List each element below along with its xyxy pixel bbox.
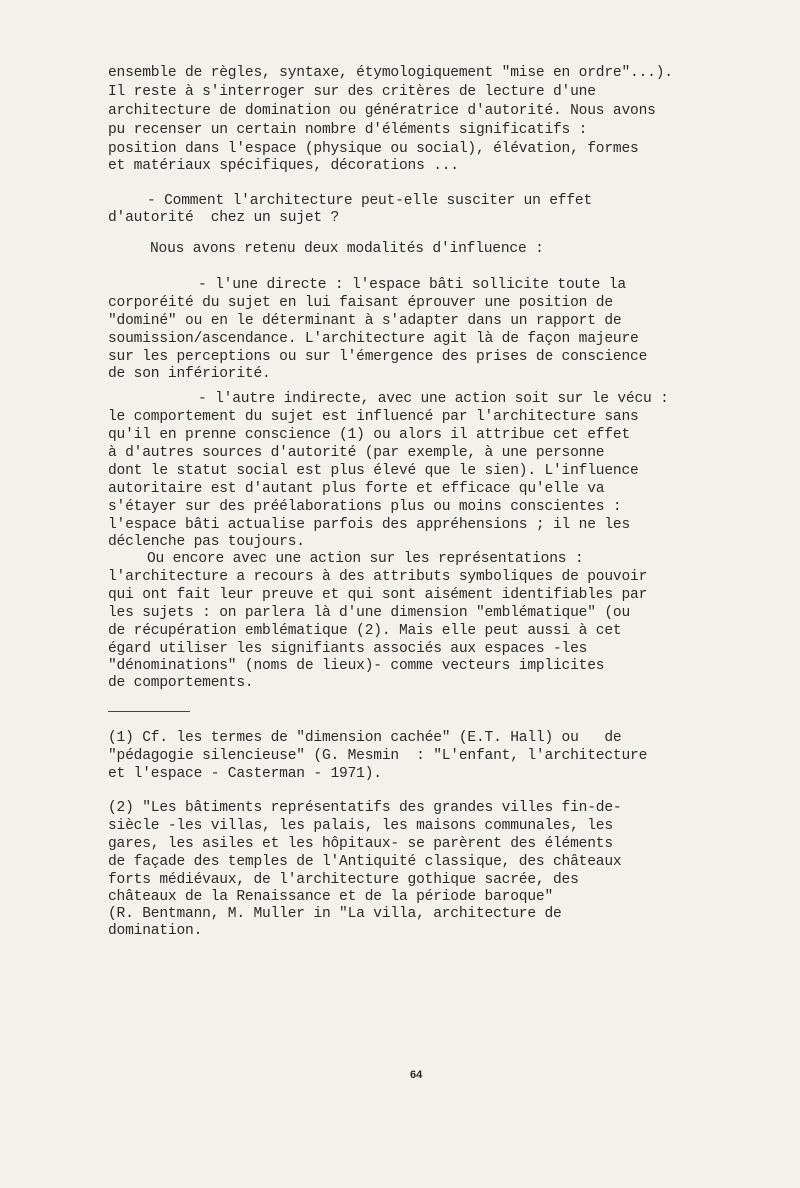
body-line: de son infériorité. (108, 366, 271, 382)
footnote-separator (108, 711, 190, 712)
footnote-line: siècle -les villas, les palais, les maisons communales, les (108, 818, 613, 834)
body-line: position dans l'espace (physique ou social), élévation, formes (108, 141, 639, 157)
body-line: architecture de domination ou génératrice d'autorité. Nous avons (108, 103, 656, 119)
body-line: l'espace bâti actualise parfois des appréhensions ; il ne les (108, 517, 631, 533)
body-line: l'architecture a recours à des attributs symboliques de pouvoir (108, 569, 648, 585)
footnote-line: de façade des temples de l'Antiquité classique, des châteaux (108, 854, 622, 870)
body-line: - l'une directe : l'espace bâti sollicite toute la (198, 277, 626, 293)
body-line: égard utiliser les signifiants associés aux espaces -les (108, 641, 588, 657)
body-line: de récupération emblématique (2). Mais elle peut aussi à cet (108, 623, 622, 639)
footnote-line: châteaux de la Renaissance et de la période baroque" (108, 889, 553, 905)
body-line: "dominé" ou en le déterminant à s'adapter dans un rapport de (108, 313, 622, 329)
body-line: sur les perceptions ou sur l'émergence des prises de conscience (108, 349, 648, 365)
footnote-line: et l'espace - Casterman - 1971). (108, 766, 382, 782)
body-line: autoritaire est d'autant plus forte et efficace qu'elle va (108, 481, 605, 497)
body-line: à d'autres sources d'autorité (par exemple, à une personne (108, 445, 605, 461)
footnote-line: forts médiévaux, de l'architecture gothique sacrée, des (108, 872, 579, 888)
body-line: les sujets : on parlera là d'une dimension "emblématique" (ou (108, 605, 631, 621)
body-line: Ou encore avec une action sur les représentations : (147, 551, 584, 567)
body-line: s'étayer sur des préélaborations plus ou moins conscientes : (108, 499, 622, 515)
footnote-line: (2) "Les bâtiments représentatifs des grandes villes fin-de- (108, 800, 622, 816)
body-line: le comportement du sujet est influencé par l'architecture sans (108, 409, 639, 425)
footnote-line: gares, les asiles et les hôpitaux- se parèrent des éléments (108, 836, 613, 852)
body-line: - l'autre indirecte, avec une action soit sur le vécu : (198, 391, 669, 407)
footnote-line: (1) Cf. les termes de "dimension cachée" (E.T. Hall) ou de (108, 730, 622, 746)
body-line: dont le statut social est plus élevé que le sien). L'influence (108, 463, 639, 479)
body-line: de comportements. (108, 675, 254, 691)
body-line: qui ont fait leur preuve et qui sont aisément identifiables par (108, 587, 648, 603)
question-line: - Comment l'architecture peut-elle susciter un effet (147, 193, 592, 209)
body-line: soumission/ascendance. L'architecture agit là de façon majeure (108, 331, 639, 347)
body-line: qu'il en prenne conscience (1) ou alors il attribue cet effet (108, 427, 631, 443)
footnote-line: "pédagogie silencieuse" (G. Mesmin : "L'enfant, l'architecture (108, 748, 648, 764)
body-line: ensemble de règles, syntaxe, étymologiquement "mise en ordre"...). (108, 65, 673, 81)
body-line: et matériaux spécifiques, décorations ... (108, 158, 459, 174)
question-line: d'autorité chez un sujet ? (108, 210, 340, 226)
body-line: Il reste à s'interroger sur des critères de lecture d'une (108, 84, 596, 100)
body-line: "dénominations" (noms de lieux)- comme vecteurs implicites (108, 658, 605, 674)
modalites-line: Nous avons retenu deux modalités d'influence : (150, 241, 544, 257)
body-line: déclenche pas toujours. (108, 534, 305, 550)
footnote-line: (R. Bentmann, M. Muller in "La villa, architecture de (108, 906, 562, 922)
page-number: 64 (410, 1069, 423, 1081)
body-line: pu recenser un certain nombre d'éléments significatifs : (108, 122, 588, 138)
body-line: corporéité du sujet en lui faisant éprouver une position de (108, 295, 613, 311)
footnote-line: domination. (108, 923, 203, 939)
